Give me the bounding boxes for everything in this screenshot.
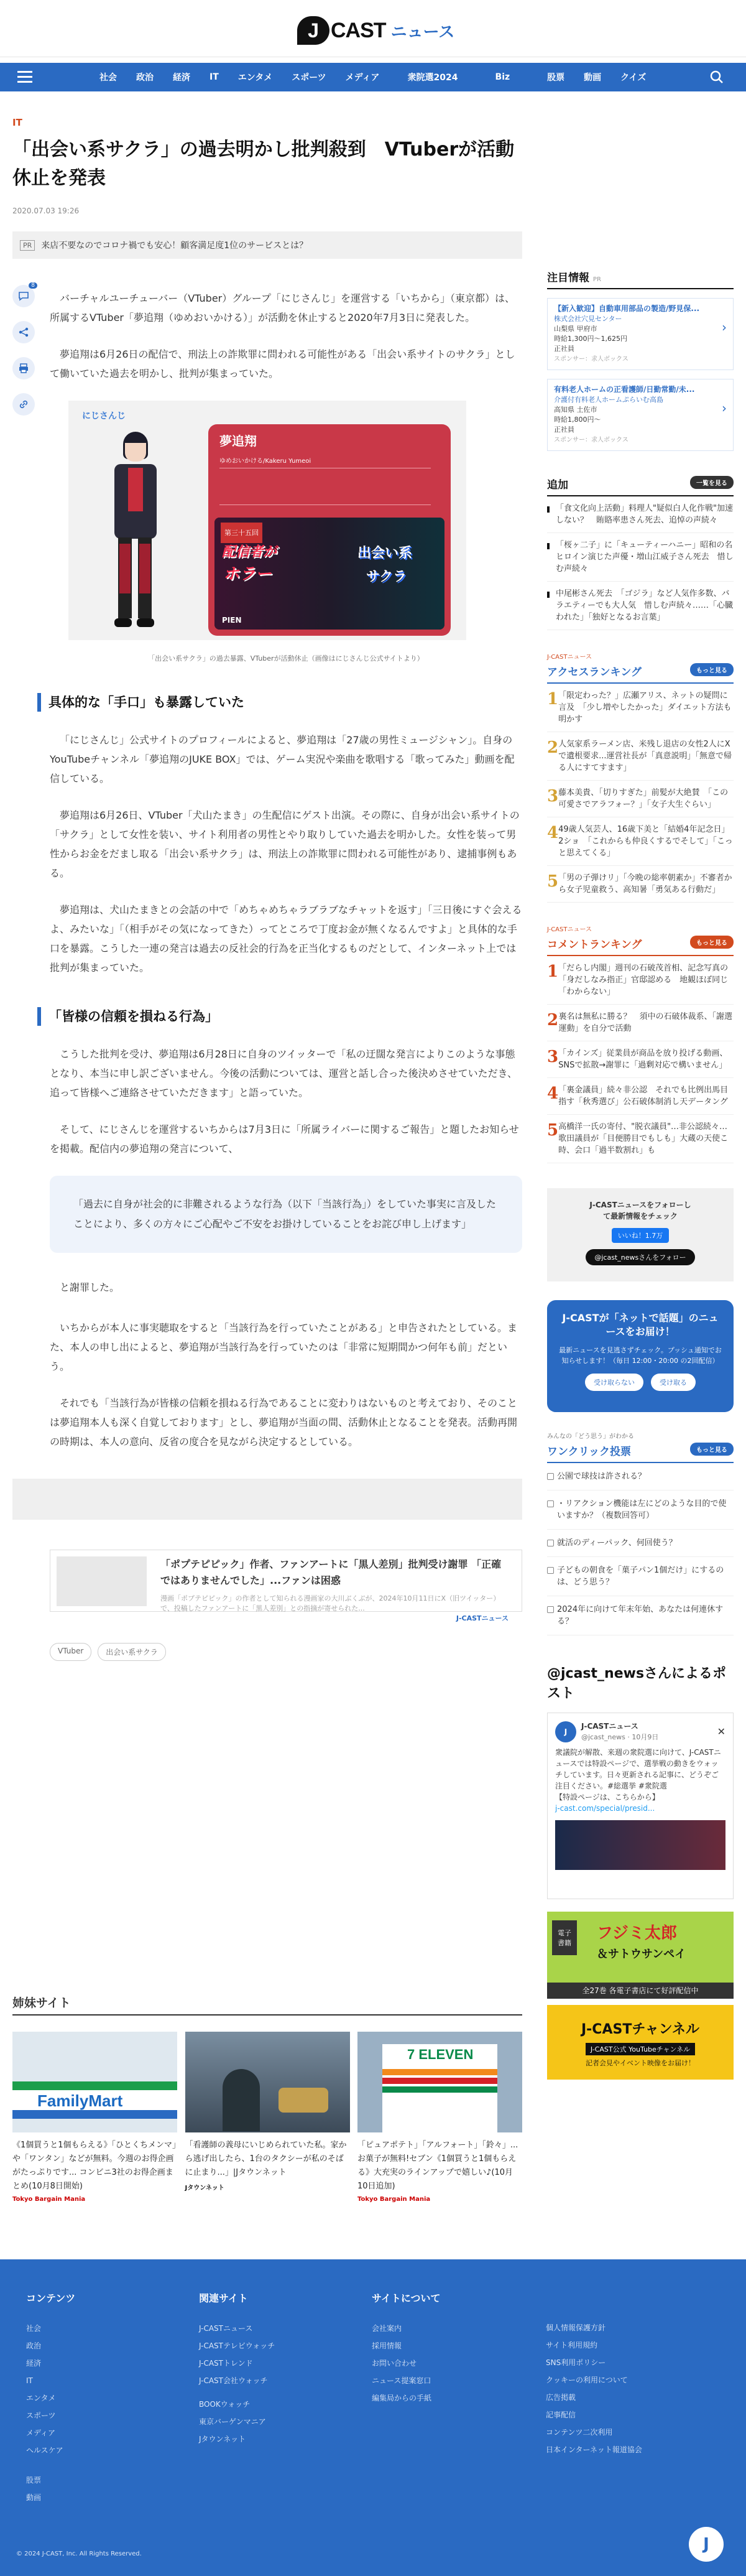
- paragraph: そして、にじさんじを運営するいちからは7月3日に「所属ライバーに関するご報告」と題したお知らせを掲載。配信内の夢追翔の発言について、: [50, 1123, 519, 1155]
- footer-link[interactable]: 政治: [26, 2341, 42, 2350]
- youtube-banner[interactable]: [547, 2005, 734, 2080]
- nav-item[interactable]: 衆院選2024: [407, 73, 458, 83]
- notify-decline-button[interactable]: 受け取らない: [585, 1374, 643, 1391]
- related-thumbnail: [57, 1556, 147, 1606]
- sister-card[interactable]: [12, 2032, 177, 2203]
- poll-item[interactable]: 2024年に向けて年末年始、あなたは何連休する？: [547, 1596, 734, 1635]
- footer-column: サイトについて 会社案内 採用情報 お問い合わせ ニュース提案窓口 編集局からの手紙: [372, 2290, 441, 2407]
- footer-link[interactable]: 記事配信: [546, 2411, 576, 2419]
- footer-link[interactable]: お問い合わせ: [372, 2359, 417, 2368]
- footer-link[interactable]: 日本インターネット報道協会: [546, 2445, 642, 2454]
- ranking-item[interactable]: 2 人気家系ラーメン店、米残し退店の女性2人にXで遺根要求...運営社長が「真意説明」「無意で帰る人にすてすます」: [547, 732, 734, 781]
- follow-box: [547, 1188, 734, 1281]
- paragraph: 夢追翔は6月26日の配信で、刑法上の詐欺罪に問われる可能性がある「出会い系サイトのサクラ」として働いていた過去を明かし、批判が集まっていた。: [50, 348, 515, 379]
- nav-items: [99, 63, 665, 91]
- footer-link[interactable]: 会社案内: [372, 2324, 402, 2333]
- logo-news: ニュース: [390, 22, 455, 42]
- ad-placeholder: [12, 1479, 522, 1520]
- tracking-item[interactable]: 「桜ヶ二子」に「キューティーハニー」昭和の名ヒロイン演じた声優・増山江威子さん死去 惜しむ声続々: [547, 533, 734, 582]
- related-title: 「ポプテピピック」作者、ファンアートに「黒人差別」批判受け謝罪 「正確ではありませんでした」...ファンは困惑: [160, 1558, 502, 1586]
- hero-banner-1: 配信者が: [222, 544, 277, 560]
- footer-link[interactable]: Jタウンネット: [199, 2435, 246, 2443]
- post-text: 衆議院が解散、来週の衆院選に向けて、J-CASTニュースでは特設ページで、選挙戦の動きをウォッチしています。日々更新される記事に、どうぞご注目ください。#総選挙 #衆院選: [555, 1748, 721, 1790]
- job-ad[interactable]: 【新入歓迎】自動車用部品の製造/野見保... 株式会社穴見センター 山梨県 甲府市 時給1,300円〜1,625円 正社員 スポンサー：求人ボックス ›: [547, 298, 734, 370]
- sister-title: 「看護師の義母にいじめられていた私。家から逃げ出したら、1台のタクシーが私のそばに止まり...」|Jタウンネット: [185, 2141, 347, 2177]
- footer-link[interactable]: 編集局からの手紙: [372, 2394, 432, 2402]
- avatar: J: [555, 1721, 576, 1742]
- global-nav: [0, 63, 746, 91]
- ranking-item[interactable]: 5 「男の子弾けリ」「今晩の総率朝素か」不審者から女子児童救う、高知暑「勇気ある行動だ」: [547, 866, 734, 903]
- site-header: [0, 0, 746, 57]
- chevron-right-icon: ›: [722, 320, 727, 335]
- blockquote: 「過去に自身が社会的に非難されるような行為（以下「当該行為」）をしていた事実に言及したことにより、多くの方々にご心配やご不安をお掛けしていることをお詫び申し上げます」: [50, 1176, 522, 1253]
- ranking-item[interactable]: 3 藤本美貴、「切りすぎた」前髪が大絶賛 「この可愛さでアラフォー？」「女子大生ぐらい」: [547, 781, 734, 817]
- wl-heading: ワンクリック投票 もっと見る: [547, 1443, 734, 1463]
- ranking-item[interactable]: 1 「だらし内閣」週刊の石破茂首相、記念写真の「身だしなみ指正」官邸認める 地観ほぼ同じ「わからない」: [547, 956, 734, 1005]
- notify-accept-button[interactable]: 受け取る: [651, 1374, 696, 1391]
- hero-name-en: ゆめおいかける/Kakeru Yumeoi: [219, 458, 311, 465]
- article-category[interactable]: IT: [12, 117, 22, 128]
- footer-link[interactable]: 東京バーゲンマニア: [199, 2417, 266, 2426]
- footer-link[interactable]: エンタメ: [26, 2394, 56, 2402]
- tag-chip[interactable]: VTuber: [50, 1643, 91, 1661]
- chevron-right-icon: ›: [722, 401, 727, 416]
- sister-card[interactable]: [357, 2032, 522, 2203]
- footer-link[interactable]: 股票: [26, 2476, 42, 2485]
- paragraph: と謝罪した。: [60, 1281, 120, 1293]
- footer-link[interactable]: 個人情報保護方針: [546, 2323, 606, 2332]
- footer-link[interactable]: コンテンツ二次利用: [546, 2428, 613, 2437]
- ranking-item[interactable]: 4 49歳人気芸人、16歳下美と「結婚4年記念日」2ショ 「これからも仲良くするでそして」「こっと思えてくる」: [547, 817, 734, 866]
- paragraph: 「にじさんじ」公式サイトのプロフィールによると、夢追翔は「27歳の男性ミュージシャン」。自身のYouTubeチャンネル「夢追翔のJUKE BOX」では、ゲーム実況や楽曲を歌唱する「歌ってみた」動画を配信している。: [50, 734, 515, 784]
- link-icon[interactable]: [12, 393, 35, 416]
- site-logo[interactable]: [297, 16, 454, 45]
- x-follow-button[interactable]: @jcast_newsさんをフォロー: [586, 1249, 694, 1265]
- paragraph: 夢追翔は、犬山たまきとの会話の中で「めちゃめちゃラブラブなチャットを返す」「三日後にすぐ会えるよ、みたいな」「（相手がその気になってきた）ってところで丁度お金が無くなるんですよ」と具体的な手口を暴露。こうした一連の発言は過去の反社会的行為を正当化するものだとして、インターネット上では批判が集まっていた。: [50, 904, 522, 974]
- poll-item[interactable]: 子どもの朝食を「菓子パン1個だけ」にするのは、どう思う？: [547, 1557, 734, 1596]
- sister-brand: Tokyo Bargain Mania: [12, 2196, 86, 2203]
- banner-title: フジミ太郎: [597, 1924, 677, 1943]
- article-title: 「出会い系サクラ」の過去明かし批判殺到 VTuberが活動休止を発表: [12, 139, 515, 189]
- ranking-item[interactable]: 5 高橋洋一氏の寄付、"脱衣議員"…非公認続々…歌田議員が「目便勝目でもしも」大蔵の天使こ時、会口「過半数割れ」も: [547, 1115, 734, 1163]
- footer-link[interactable]: J-CASTトレンド: [199, 2359, 253, 2368]
- logo-j: J: [297, 16, 329, 45]
- footer-link[interactable]: 動画: [26, 2493, 42, 2502]
- image-caption: 「出会い系サクラ」の過去暴露、VTuberが活動休止（画像はにじさんじ公式サイトより）: [148, 654, 424, 663]
- article-hero-image: [68, 401, 466, 640]
- nav-item[interactable]: 社会: [99, 73, 117, 83]
- related-source: J-CASTニュース: [456, 1614, 509, 1622]
- share-bar: [12, 282, 36, 429]
- footer-link[interactable]: BOOKウォッチ: [199, 2400, 251, 2409]
- post-link-label: 【特設ページは、こちらから】: [555, 1793, 660, 1802]
- tag-chip[interactable]: 出会い系サクラ: [98, 1643, 166, 1661]
- comment-ranking: [547, 956, 734, 1163]
- sister-title: 《1個買うと1個もらえる》「ひとくちメンマ」や「ワンタン」などが無料。今週のお得企画がたっぷりです... コンビニ3社のお得企画まとめ(10月8日開始): [12, 2141, 177, 2191]
- footer-link[interactable]: 広告掲載: [546, 2393, 576, 2402]
- follow-title: J-CASTニュースをフォローして最新情報をチェック: [589, 1201, 691, 1221]
- article-body: [50, 289, 522, 1451]
- sister-image: [12, 2032, 177, 2132]
- push-notify-box: [547, 1300, 734, 1412]
- footer-link[interactable]: 採用情報: [372, 2341, 402, 2350]
- post-url[interactable]: j-cast.com/special/presid...: [555, 1804, 655, 1813]
- sister-image: [357, 2032, 522, 2132]
- footer-link[interactable]: ヘルスケア: [26, 2446, 63, 2455]
- x-logo-icon: ✕: [717, 1726, 725, 1737]
- print-icon[interactable]: [12, 357, 35, 379]
- section-heading: 具体的な「手口」も暴露していた: [37, 693, 522, 712]
- poll-item[interactable]: 就活のディーパック、何回使う？: [547, 1530, 734, 1557]
- sister-image: [185, 2032, 350, 2132]
- footer-link[interactable]: 経済: [26, 2359, 42, 2368]
- footer-link[interactable]: スポーツ: [26, 2411, 56, 2420]
- copyright: © 2024 J-CAST, Inc. All Rights Reserved.: [16, 2550, 142, 2557]
- post-handle: @jcast_news · 10月9日: [581, 1733, 659, 1741]
- pr-text: 来店不要なのでコロナ禍でも安心！顧客満足度1位のサービスとは？: [41, 241, 308, 251]
- footer-link[interactable]: IT: [26, 2376, 33, 2385]
- notify-text: 最新ニュースを見逃さずチェック。プッシュ通知でお知らせします！（毎日 12:00・20:00 の2回配信）: [559, 1346, 722, 1365]
- paragraph: いちからが本人に事実聴取をすると「当該行為を行っていたことがある」と申告されたとしている。また、本人の申し出によると、夢追翔が当該行為を行っていたのは「非常に短期間かつ何年も前」だという。: [50, 1322, 518, 1372]
- poll-item[interactable]: 公園で球技は許される？: [547, 1463, 734, 1490]
- footer-link[interactable]: SNS利用ポリシー: [546, 2358, 606, 2367]
- hero-banner-3: 出会い系: [357, 546, 413, 561]
- tracking-item[interactable]: 中尾彬さん死去 「ゴジラ」など人気作多数、バラエティーでも大人気 惜しむ声続々……「心臓われた」「独好となるお言葉」: [547, 582, 734, 630]
- article-date: 2020.07.03 19:26: [12, 207, 80, 215]
- related-summary: 漫画「ポプテピピック」の作者として知られる漫画家の大川ぶくぶが、2024年10月11日にX（旧ツイッター）で、投稿したファンアートに「黒人差別」との指摘が寄せられた...: [160, 1594, 500, 1612]
- share-icon[interactable]: [12, 321, 35, 343]
- pr-label: PR: [592, 276, 601, 283]
- ranking-item[interactable]: 2 裏名は無私に勝る？ 須中の石破体裁系、「謝選運動」を自分で活動: [547, 1005, 734, 1041]
- search-icon[interactable]: [710, 70, 724, 84]
- access-heading: アクセスランキング もっと見る: [547, 663, 734, 684]
- footer-column: 関連サイト J-CASTニュース J-CASTテレビウォッチ J-CASTトレンド J-CAST会社ウォッチ BOOKウォッチ 東京バーゲンマニア Jタウンネット: [199, 2290, 275, 2448]
- sister-title: 「ピュアポテト」「アルフォート」「鈴々」...お菓子が無料!セブン《1個買うと1個もらえる》大充実のラインアップで嬉しい♪(10月10日追加): [357, 2141, 518, 2191]
- paragraph: バーチャルユーチューバー（VTuber）グループ「にじさんじ」を運営する「いちから」（東京都）は、所属するVTuber「夢追翔（ゆめおいかける）」が活動を休止すると2020年7月3日に発表した。: [50, 292, 515, 323]
- hamburger-menu-icon[interactable]: [17, 71, 32, 83]
- banner-ebook-badge: 電子 書籍: [552, 1920, 577, 1955]
- nav-item[interactable]: Biz: [495, 72, 510, 82]
- notify-title: J-CASTが「ネットで話題」のニュースをお届け！: [562, 1312, 719, 1337]
- hero-pien: PIEN: [222, 616, 242, 625]
- paragraph: こうした批判を受け、夢追翔は6月28日に自身のツイッターで「私の迂闊な発言によりこのような事態となり、本当に申し訳ございません。今後の活動については、運営と話し合った後決めさせていただき、追って皆様へご連絡させていただきます」と語っていた。: [50, 1048, 518, 1099]
- post-author: J-CASTニュース: [581, 1722, 638, 1731]
- nav-item[interactable]: エンタメ: [237, 73, 273, 83]
- ranking-item[interactable]: 4 「裏金議員」続々非公認 それでも比例出馬目指す「秋秀選び」公石破体制消し天データング: [547, 1078, 734, 1115]
- pr-tag: PR: [20, 240, 35, 251]
- access-source: J-CASTニュース: [547, 654, 592, 661]
- access-ranking: [547, 684, 734, 903]
- comment-count: 8: [29, 282, 37, 289]
- footer-link[interactable]: サイト利用規約: [546, 2341, 598, 2350]
- footer-link[interactable]: ニュース提案窓口: [372, 2376, 431, 2385]
- ranking-item[interactable]: 3 「カインズ」従業員が商品を放り投げる動画、SNSで拡散→謝罪に「過剰対応で構いません」: [547, 1041, 734, 1078]
- paragraph: 夢追翔は6月26日、VTuber「犬山たまき」の生配信にゲスト出演。その際に、自身が出会い系サイトの「サクラ」として女性を装い、サイト利用者の男性とやり取りしていた過去を明かした。女性を装って男性からお金をだまし取る「出会い系サクラ」は、刑法上の詐欺罪に問われる可能性があり、逮捕事例もある。: [50, 809, 520, 879]
- banner-subtitle: J-CAST公式 YouTubeチャンネル: [586, 2043, 695, 2055]
- section-heading: 「皆様の信頼を損ねる行為」: [37, 1007, 522, 1026]
- nav-item[interactable]: クイズ: [620, 73, 647, 83]
- tag-list: [50, 1643, 522, 1661]
- nav-item[interactable]: 股票: [547, 73, 565, 83]
- nijisanji-logo: にじさんじ: [82, 411, 126, 421]
- sister-card[interactable]: [185, 2032, 350, 2203]
- pr-banner[interactable]: [12, 231, 522, 259]
- tracking-item[interactable]: 「食文化向上活動」料理人"疑似白人化作戦"加速しない？ 賄賂率患さん死去、追悼の声続々: [547, 496, 734, 533]
- hero-banner-4: サクラ: [366, 569, 407, 585]
- nav-item[interactable]: メディア: [345, 73, 380, 83]
- footer-column: [546, 2319, 642, 2458]
- tracking-list: [547, 496, 734, 630]
- comment-heading: コメントランキング もっと見る: [547, 936, 734, 956]
- site-footer: [0, 2259, 746, 2576]
- footer-link[interactable]: J-CASTニュース: [199, 2324, 253, 2333]
- comment-icon[interactable]: [12, 282, 35, 307]
- comment-more-button[interactable]: もっと見る: [690, 936, 734, 949]
- poll-item[interactable]: ・リアクション機能は左にどのような目的で使いますか？（複数回答可）: [547, 1490, 734, 1530]
- footer-column: コンテンツ 社会 政治 経済 IT エンタメ スポーツ メディア ヘルスケア 股票 動画: [26, 2290, 75, 2506]
- sister-brand: Jタウンネット: [185, 2185, 224, 2192]
- jcast-footer-logo-icon[interactable]: J: [689, 2527, 724, 2562]
- tracking-heading: 追加 一覧を見る: [547, 476, 734, 496]
- job-ad[interactable]: 有料老人ホームの正看護師/日勤常勤/未... 介護付有料老人ホームぷらいむ高島 高知県 土佐市 時給1,800円〜 正社員 スポンサー：求人ボックス ›: [547, 379, 734, 451]
- attention-heading: 注目情報 PR: [547, 269, 734, 289]
- wl-mini: みんなの「どう思う」がわかる: [547, 1433, 634, 1440]
- footer-link[interactable]: クッキーの利用について: [546, 2376, 628, 2384]
- footer-link[interactable]: J-CAST会社ウォッチ: [199, 2376, 268, 2385]
- nav-item[interactable]: 政治: [136, 73, 154, 83]
- tweet-heading: @jcast_newsさんによるポスト: [547, 1666, 727, 1701]
- facebook-like-button[interactable]: いいね！1.7万: [612, 1228, 670, 1243]
- footer-link[interactable]: メディア: [26, 2429, 56, 2437]
- embedded-post[interactable]: [547, 1713, 734, 1899]
- sidebar: [547, 269, 734, 2080]
- comment-source: J-CASTニュース: [547, 926, 592, 933]
- footer-link[interactable]: J-CASTテレビウォッチ: [199, 2341, 275, 2350]
- nav-item[interactable]: IT: [210, 72, 219, 82]
- article-column: [12, 105, 522, 1661]
- access-more-button[interactable]: もっと見る: [690, 663, 734, 676]
- banner-subtitle: ＆サトウサンペイ: [597, 1948, 686, 1961]
- nav-item[interactable]: 経済: [173, 73, 190, 83]
- post-image: [555, 1820, 725, 1870]
- nav-item[interactable]: 動画: [584, 73, 602, 83]
- manga-banner[interactable]: [547, 1912, 734, 1999]
- sister-brand: Tokyo Bargain Mania: [357, 2196, 431, 2203]
- sister-sites: [12, 1994, 522, 2203]
- banner-title: J-CASTチャンネル: [581, 2022, 700, 2037]
- hero-episode: 第三十五回: [221, 523, 262, 543]
- footer-link[interactable]: 社会: [26, 2324, 42, 2333]
- sister-image-text: FamilyMart: [37, 2091, 123, 2110]
- banner-caption: 全27巻 各電子書店にて好評配信中: [547, 1983, 734, 1999]
- tracking-more-button[interactable]: 一覧を見る: [690, 476, 734, 489]
- poll-list: [547, 1463, 734, 1635]
- related-article-card[interactable]: [50, 1550, 522, 1622]
- sister-heading: 姉妹サイト: [12, 1994, 522, 2016]
- wl-more-button[interactable]: もっと見る: [690, 1443, 734, 1456]
- hero-banner-2: ホラー: [223, 565, 272, 584]
- banner-caption: 記者会見やイベント映像をお届け！: [586, 2059, 695, 2067]
- hero-name-jp: 夢追翔: [219, 434, 257, 449]
- logo-cast: CAST: [331, 18, 386, 42]
- paragraph: それでも「当該行為が皆様の信頼を損ねる行為であることに変わりはないものと考えており、そのことは夢追翔本人も深く自覚しております」とし、夢追翔が当面の間、活動休止となることを発表。活動再開の時期は、本人の意向、反省の度合を見ながら決定するとしている。: [50, 1397, 518, 1448]
- ranking-item[interactable]: 1 「限定わった？」広瀬アリス、ネットの疑問に言及 「少し増やしたかった」ダイエット方法も明かす: [547, 684, 734, 732]
- nav-item[interactable]: スポーツ: [292, 73, 326, 83]
- sister-image-text: 7 ELEVEN: [407, 2047, 474, 2062]
